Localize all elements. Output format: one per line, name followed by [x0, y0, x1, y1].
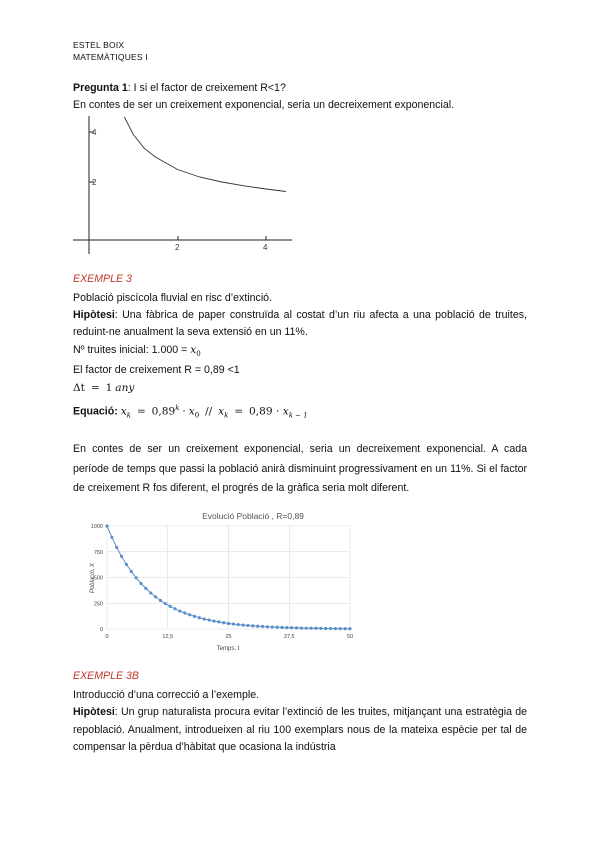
data-point	[295, 626, 298, 629]
equation-label: Equació	[73, 405, 115, 418]
decay-curve	[124, 117, 286, 192]
x-tick-label: 37,5	[283, 634, 295, 640]
time-step-value: 1	[105, 382, 113, 394]
data-point	[285, 626, 288, 629]
example-3-title: EXEMPLE 3	[73, 273, 132, 285]
data-point	[339, 627, 342, 630]
data-point	[217, 620, 220, 623]
eq-k-sub-2: k	[224, 411, 229, 420]
x-tick-label: 0	[105, 634, 109, 640]
time-step	[73, 380, 134, 397]
data-point	[232, 622, 235, 625]
x0-subscript: 0	[196, 350, 201, 359]
example-3-hypothesis	[73, 307, 527, 341]
x0-symbol: x	[190, 344, 197, 356]
population-chart	[82, 505, 360, 655]
x-tick-label-2: 2	[175, 243, 180, 252]
time-step-unit: any	[115, 382, 135, 394]
x-axis-label: Temps, t	[216, 646, 240, 652]
data-point	[203, 617, 206, 620]
data-point	[173, 607, 176, 610]
data-point	[159, 599, 162, 602]
data-point	[305, 627, 308, 630]
example-3-paragraph: En contes de ser un creixement exponencial, seria un decreixement exponencial. A cada període de temps que passi la població anirà disminuint progressivament en un 11%. Si el factor de creixement R fos diferent, el progrés de la gràfica seria molt diferent.	[73, 443, 527, 494]
data-point	[266, 625, 269, 628]
data-point	[334, 627, 337, 630]
decay-curve-chart	[70, 112, 300, 257]
question-line	[73, 80, 286, 97]
data-point	[237, 623, 240, 626]
data-point	[256, 625, 259, 628]
x-tick-label: 50	[346, 634, 354, 640]
data-point	[227, 622, 230, 625]
eq-k-sub: k	[126, 411, 131, 420]
header-author: ESTEL BOIX	[73, 40, 125, 50]
y-axis-label: Població, X	[90, 562, 96, 594]
data-point	[178, 609, 181, 612]
x-tick-label-4: 4	[263, 243, 268, 252]
question-answer: En contes de ser un creixement exponencial, seria un decreixement exponencial.	[73, 99, 455, 111]
y-tick-label: 750	[93, 549, 103, 556]
equation-colon: :	[114, 405, 118, 418]
data-point	[188, 613, 191, 616]
data-point	[120, 555, 123, 558]
eq-x0: x	[188, 405, 195, 418]
hypothesis-3b-text: : Un grup naturalista procura evitar l’extinció de les truites, mitjançant una estratègia de repoblació. Anualment, introdueixen al riu 100 exemplars nous de la mateixa espècie per tal de compensar la pèrdua d’hàbitat que ocasiona la indústria	[73, 706, 527, 753]
eq-separator: //	[205, 405, 213, 418]
eq-rhs-base: 0,89 ·	[249, 405, 283, 418]
x-tick-label: 12,5	[162, 634, 174, 640]
data-point	[105, 524, 108, 527]
data-point	[280, 626, 283, 629]
delta-t: Δt	[73, 382, 85, 394]
eq-exp: k	[175, 404, 180, 412]
eq-equals-2: =	[234, 405, 244, 418]
data-point	[164, 602, 167, 605]
initial-population	[73, 342, 201, 363]
data-point	[193, 615, 196, 618]
data-point	[169, 605, 172, 608]
example-3b-title: EXEMPLE 3B	[73, 670, 139, 682]
data-point	[198, 616, 201, 619]
example-3b-intro: Introducció d’una correcció a l’exemple.	[73, 689, 260, 701]
hypothesis-text: : Una fàbrica de paper construïda al costat d’un riu afecta a una població de truites, reduint-ne anualment la seva extensió en un 11%.	[73, 309, 527, 338]
data-point	[144, 587, 147, 590]
data-point	[149, 591, 152, 594]
eq-dot: ·	[182, 405, 186, 418]
data-point	[324, 627, 327, 630]
eq-xk: x	[120, 405, 127, 418]
data-point	[110, 536, 113, 539]
chart-title: Evolució Població , R=0,89	[202, 511, 304, 521]
eq-base: 0,89	[151, 405, 176, 418]
data-point	[348, 627, 351, 630]
eq-km1-sub: k − 1	[288, 411, 308, 420]
question-text: : I si el factor de creixement R<1?	[127, 82, 286, 94]
eq-0-sub: 0	[194, 411, 200, 420]
data-point	[290, 626, 293, 629]
data-point	[310, 627, 313, 630]
question-label: Pregunta 1	[73, 82, 128, 94]
data-point	[314, 627, 317, 630]
x-tick-label: 25	[225, 634, 232, 640]
data-point	[115, 546, 118, 549]
hypothesis-label: Hipòtesi	[73, 309, 115, 321]
y-tick-label: 250	[93, 601, 103, 608]
hypothesis-3b-label: Hipòtesi	[73, 706, 115, 718]
time-step-equals: =	[90, 382, 100, 394]
data-point	[154, 595, 157, 598]
data-point	[183, 611, 186, 614]
data-point	[344, 627, 347, 630]
y-tick-label: 1000	[90, 524, 103, 530]
data-point	[261, 625, 264, 628]
eq-xk-3: x	[282, 405, 289, 418]
data-point	[241, 623, 244, 626]
data-point	[125, 563, 128, 566]
data-point	[251, 624, 254, 627]
data-point	[319, 627, 322, 630]
data-point	[207, 618, 210, 621]
data-point	[329, 627, 332, 630]
y-tick-label-4: 4	[92, 128, 97, 137]
data-point	[300, 626, 303, 629]
example-3-intro: Població piscícola fluvial en risc d’extinció.	[73, 292, 273, 304]
initial-population-label: Nº truites inicial: 1.000 =	[73, 344, 191, 356]
data-point	[276, 626, 279, 629]
y-tick-label-2: 2	[92, 178, 97, 187]
y-tick-label: 0	[99, 627, 103, 633]
data-point	[139, 582, 142, 585]
data-point	[130, 570, 133, 573]
header-subject: MATEMÀTIQUES I	[73, 52, 148, 62]
y-tick-label: 500	[93, 575, 103, 582]
eq-equals: =	[136, 405, 146, 418]
growth-factor: El factor de creixement R = 0,89 <1	[73, 364, 240, 376]
equation	[73, 400, 308, 425]
example-3b-hypothesis	[73, 704, 527, 757]
data-point	[271, 625, 274, 628]
data-point	[135, 576, 138, 579]
eq-xk-2: x	[218, 405, 225, 418]
data-point	[212, 619, 215, 622]
data-point	[222, 621, 225, 624]
data-point	[246, 624, 249, 627]
